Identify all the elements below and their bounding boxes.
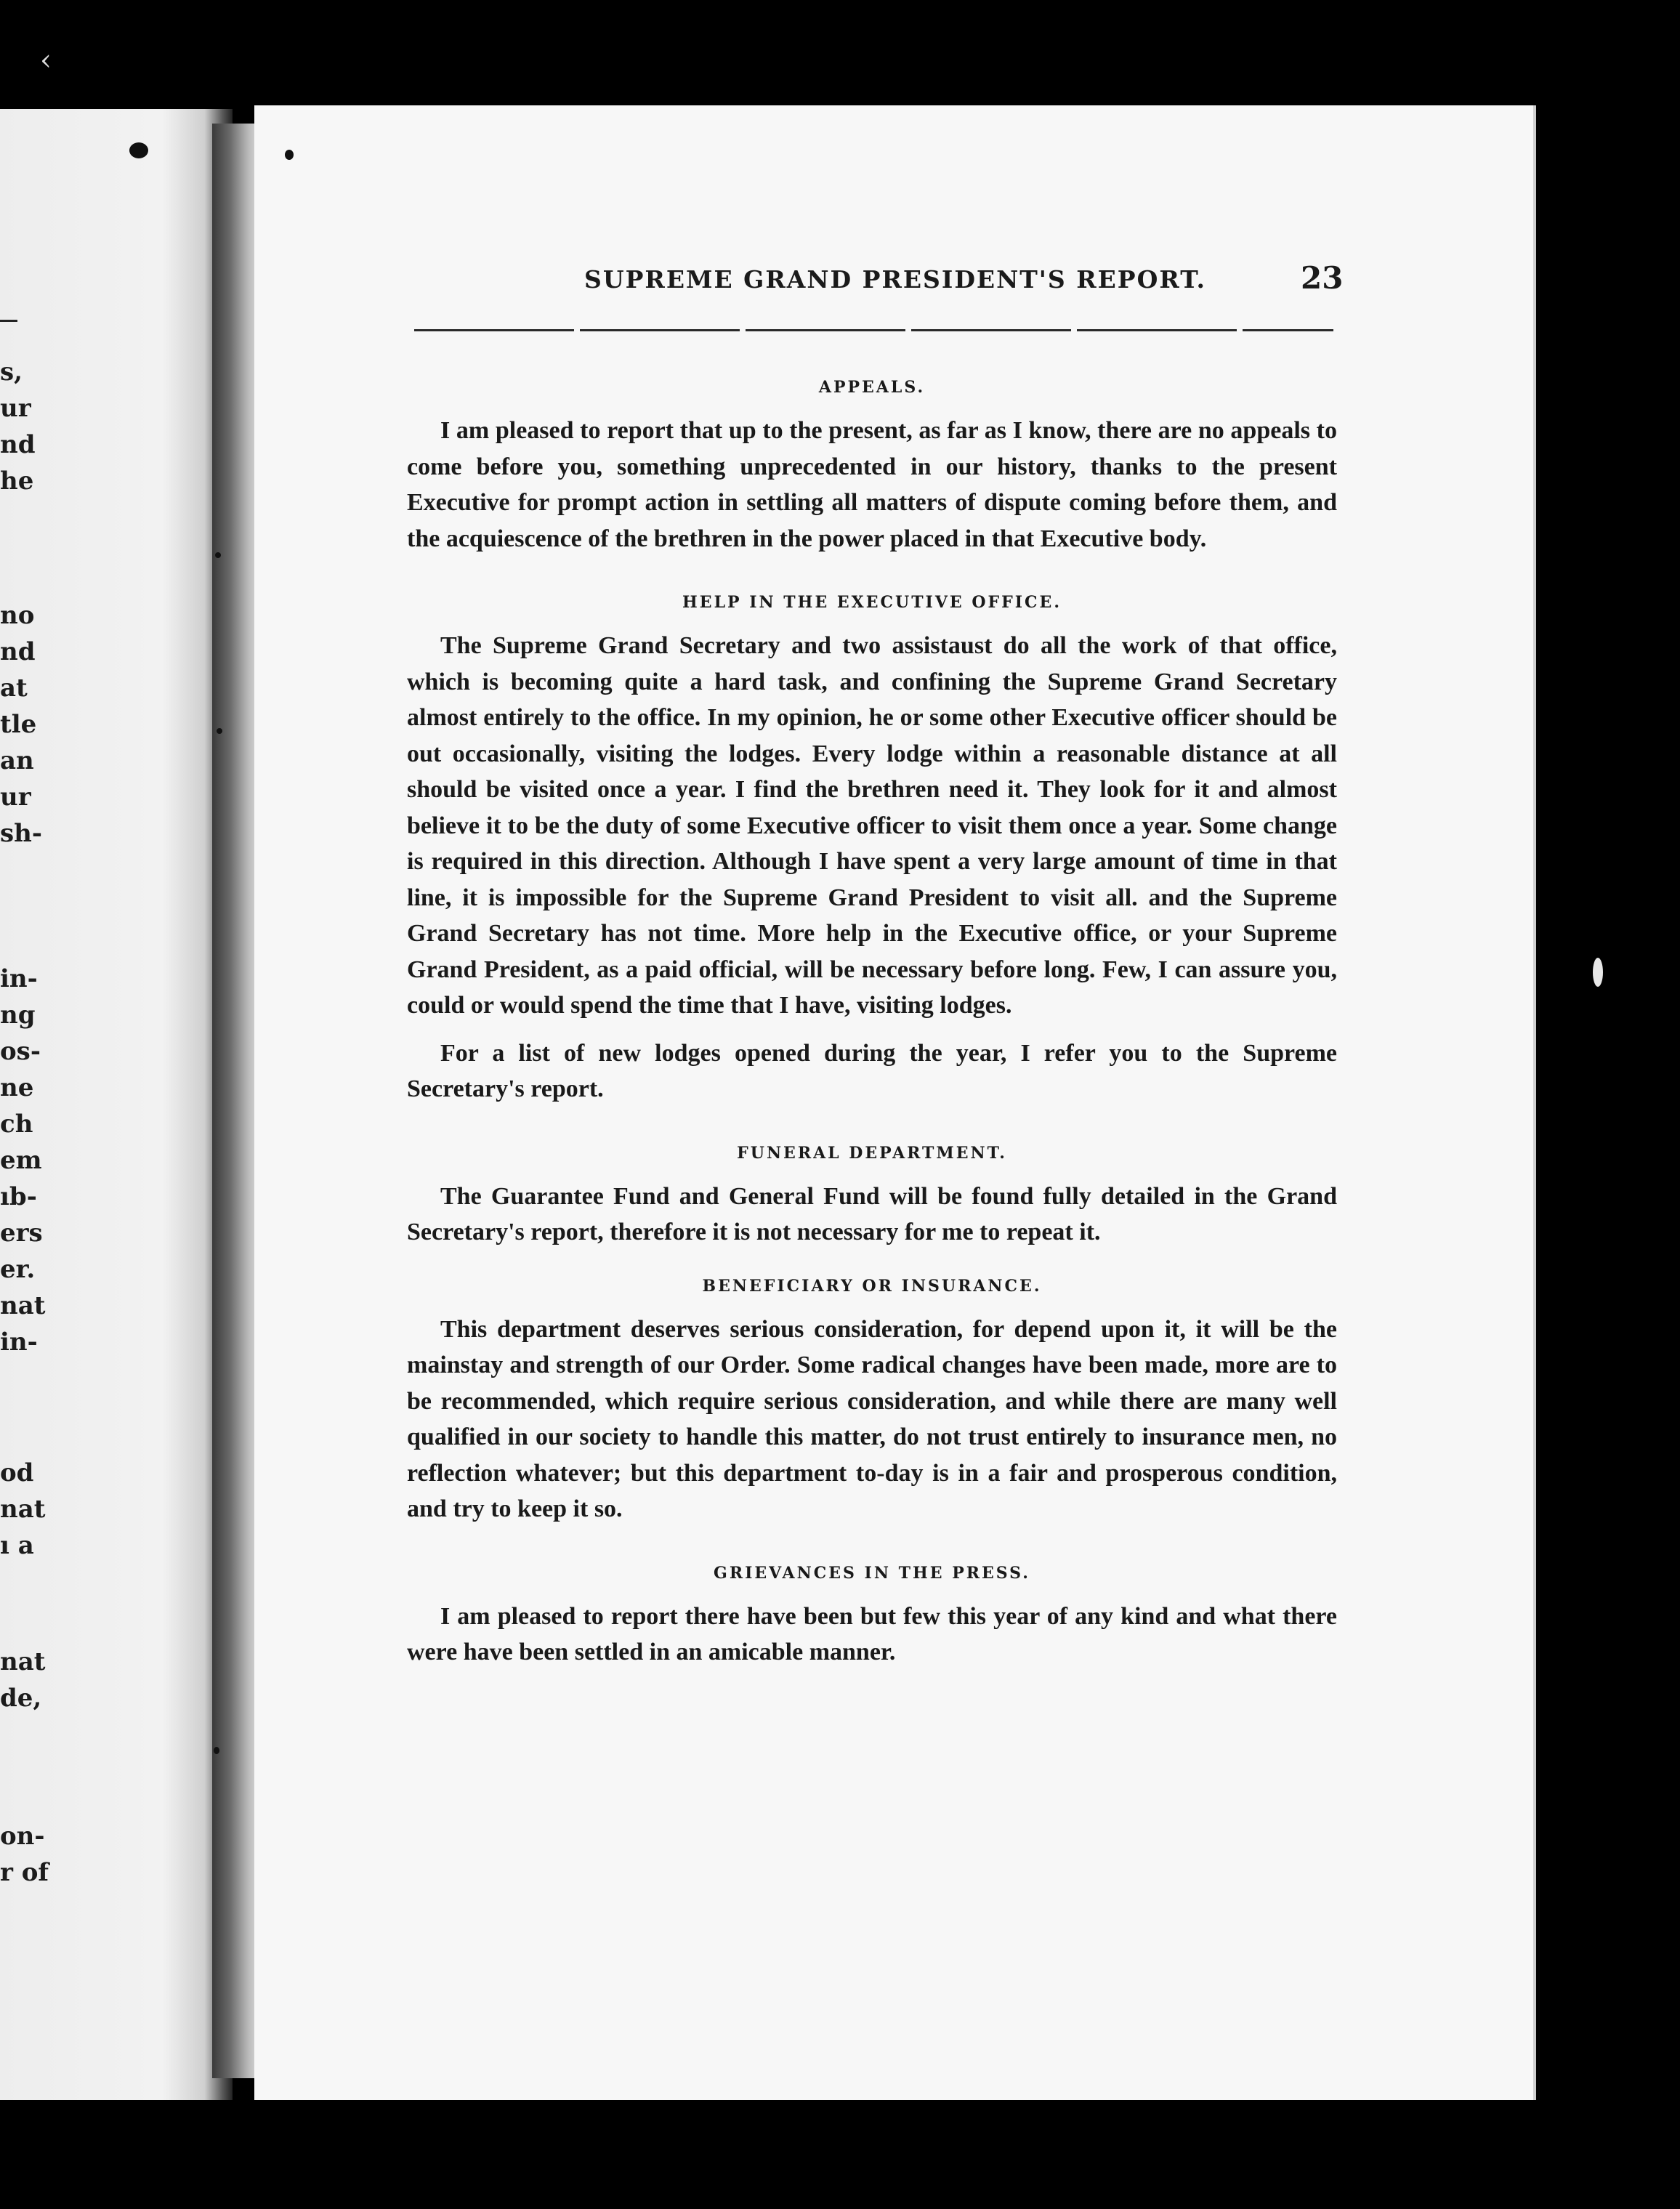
facing-page-fragment: ng [0, 1001, 36, 1030]
facing-page-fragment: nat [0, 1647, 46, 1676]
corner-mark: ‹ [40, 44, 52, 77]
section-heading-funeral: FUNERAL DEPARTMENT. [737, 1143, 1007, 1163]
facing-page-fragment: ı a [0, 1531, 34, 1560]
section-heading-beneficiary: BENEFICIARY OR INSURANCE. [702, 1276, 1042, 1296]
facing-page-fragment: at [0, 674, 28, 703]
facing-page-fragment: in- [0, 964, 38, 993]
facing-page-fragment: r of [0, 1858, 49, 1887]
page-number: 23 [1301, 260, 1344, 296]
facing-page-left [0, 109, 233, 2100]
facing-page-fragment: ers [0, 1219, 43, 1248]
facing-page-fragment: ch [0, 1110, 33, 1139]
ink-speck [215, 552, 221, 558]
ink-speck [129, 142, 148, 158]
running-title: SUPREME GRAND PRESIDENT'S REPORT. [584, 265, 1207, 294]
facing-page-fragment: nd [0, 637, 36, 666]
facing-page-fragment: an [0, 746, 34, 775]
facing-page-fragment: nd [0, 430, 36, 459]
facing-page-fragment: er. [0, 1255, 36, 1284]
page-body [407, 378, 1337, 1671]
paragraph-appeals: I am pleased to report that up to the present, as far as I know, there are no appeals to come before you, something unprecedented in our history, thanks to the present Executive for prompt action in settling all matters of dispute coming before them, and the acquiescence of the brethren in the power placed in that Executive body. [407, 417, 1337, 552]
ink-speck [285, 150, 294, 160]
facing-page-fragment: in- [0, 1328, 38, 1357]
facing-page-fragment: no [0, 601, 35, 630]
facing-page-fragment: em [0, 1146, 42, 1175]
facing-page-fragment: ne [0, 1073, 34, 1102]
paragraph-grievances: I am pleased to report there have been but few this year of any kind and what there were have been settled in an amicable manner. [407, 1602, 1337, 1665]
facing-page-fragment: sh- [0, 819, 42, 848]
paragraph-funeral: The Guarantee Fund and General Fund will be found fully detailed in the Grand Secretary's report, therefore it is not necessary for me to repeat it. [407, 1182, 1337, 1245]
paragraph-new-lodges: For a list of new lodges opened during the year, I refer you to the Supreme Secretary's report. [407, 1039, 1337, 1102]
facing-page-fragment: nat [0, 1291, 46, 1320]
paragraph-beneficiary: This department deserves serious consideration, for depend upon it, it will be the mainstay and strength of our Order. Some radical changes have been made, more are to be recommended, which require serious consideration, and while there are many well qualified in our society to handle this matter, do not trust entirely to insurance men, no reflection whatever; but this department to-day is in a fair and prosperous condition, and try to keep it so. [407, 1315, 1337, 1522]
facing-page-fragment: ıb- [0, 1182, 37, 1211]
facing-page-dash [0, 320, 17, 322]
facing-page-fragment: od [0, 1458, 34, 1487]
facing-page-fragment: de, [0, 1684, 42, 1713]
ink-speck [217, 728, 222, 734]
facing-page-fragment: on- [0, 1822, 45, 1851]
section-heading-grievances: GRIEVANCES IN THE PRESS. [714, 1563, 1030, 1583]
section-heading-appeals: APPEALS. [818, 378, 926, 397]
facing-page-fragment: nat [0, 1495, 46, 1524]
header-rule [414, 329, 1333, 331]
paragraph-help: The Supreme Grand Secretary and two assistaust do all the work of that office, which is becoming quite a hard task, and confining the Supreme Grand Secretary almost entirely to the office. In my opinion, he or some other Executive officer should be out occasionally, visiting the lodges. Every lodge within a reasonable distance at all should be visited once a year. I find the brethren need it. They look for it and almost believe it to be the duty of some Executive officer to visit them once a year. Some change is required in this direction. Although I have spent a very large amount of time in that line, it is impossible for the Supreme Grand President to visit all. and the Supreme Grand Secretary has not time. More help in the Executive office, or your Supreme Grand President, as a paid official, will be necessary before long. Few, I can assure you, could or would spend the time that I have, visiting lodges. [407, 632, 1337, 1019]
section-heading-help: HELP IN THE EXECUTIVE OFFICE. [682, 593, 1062, 612]
facing-page-fragment: tle [0, 710, 37, 739]
facing-page-fragment: ur [0, 394, 31, 423]
facing-page-fragment: s, [0, 358, 23, 387]
facing-page-fragment: os- [0, 1037, 41, 1066]
facing-page-fragment: he [0, 467, 34, 496]
ink-speck [214, 1747, 219, 1754]
ink-speck [1593, 958, 1603, 987]
facing-page-fragment: ur [0, 783, 31, 812]
